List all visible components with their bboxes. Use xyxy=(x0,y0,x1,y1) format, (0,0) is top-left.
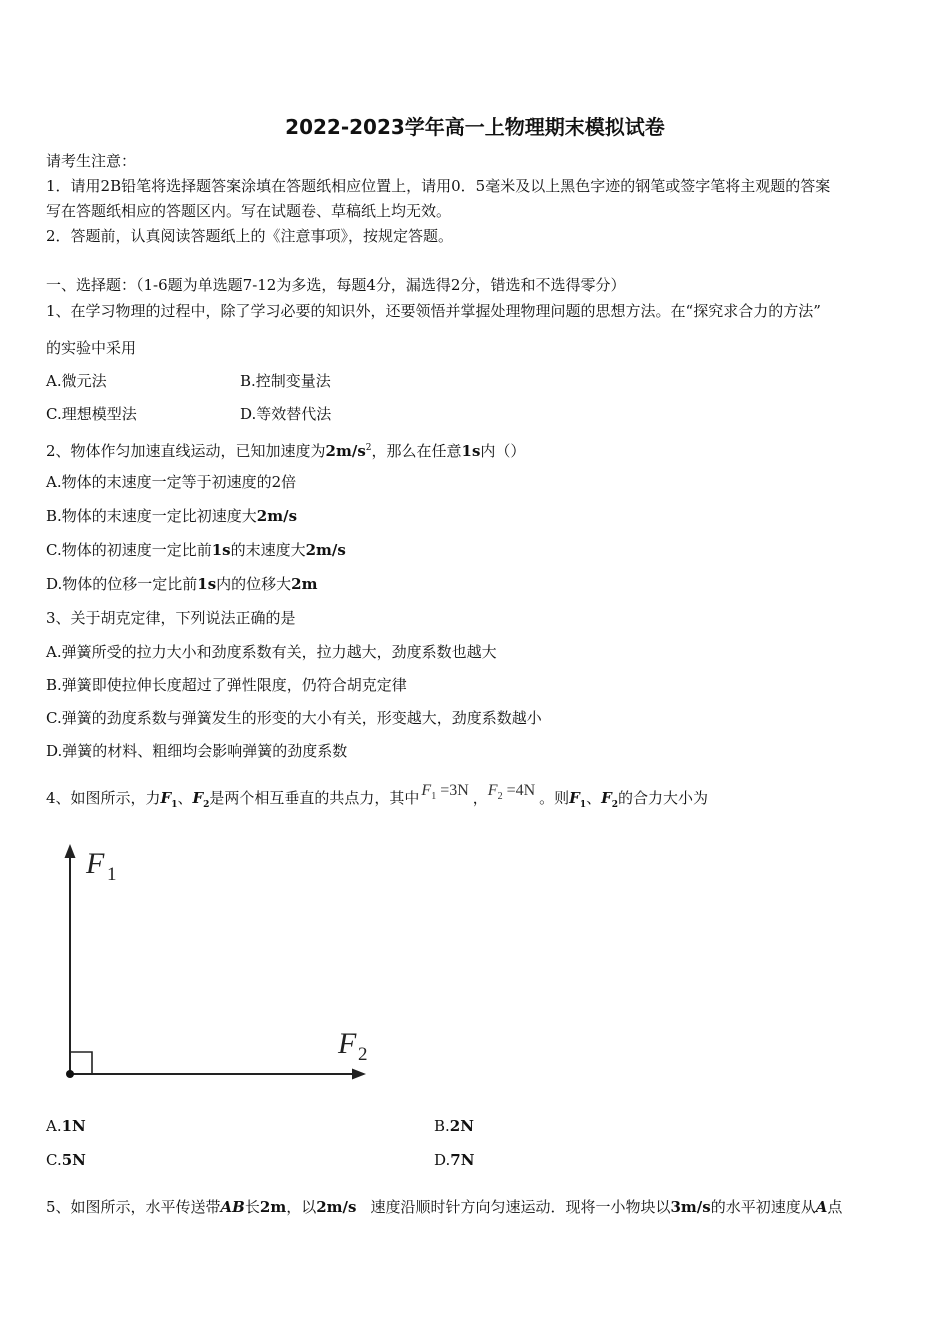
q2-option-d-text: D.物体的位移一定比前 xyxy=(46,575,198,593)
f1-arrowhead xyxy=(65,844,76,858)
f1-label-letter: F xyxy=(86,847,105,880)
q5-part-c: ，以 xyxy=(286,1198,317,1216)
q5-belt-ab: AB xyxy=(220,1198,245,1216)
q5-initial-speed: 3m/s xyxy=(670,1198,711,1216)
q1-option-d: D.等效替代法 xyxy=(240,405,332,423)
q4-f1-sub: 1 xyxy=(171,800,178,810)
q5-stem xyxy=(46,1197,842,1217)
q3-option-b: B.弹簧即使拉伸长度超过了弹性限度，仍符合胡克定律 xyxy=(46,676,407,694)
q2-option-c-time: 1s xyxy=(211,541,231,559)
q4-eq2-sub: 2 xyxy=(497,791,503,803)
q5-belt-speed: 2m/s xyxy=(316,1198,357,1216)
q2-option-d-time: 1s xyxy=(197,575,217,593)
q4-option-b-value: 2N xyxy=(449,1117,474,1135)
notice-heading: 请考生注意： xyxy=(46,152,137,170)
q4-stem xyxy=(46,782,709,817)
notice-item-2: 2．答题前，认真阅读答题纸上的《注意事项》，按规定答题。 xyxy=(46,227,454,245)
q1-option-a: A.微元法 xyxy=(46,372,107,390)
q4-option-c-value: 5N xyxy=(61,1151,86,1169)
q5-part-a: 5、如图所示，水平传送带 xyxy=(46,1198,221,1216)
q4-f2-letter-b: F xyxy=(601,789,612,807)
q4-f1-letter: F xyxy=(160,789,172,807)
q2-option-c-mid: 的末速度大 xyxy=(230,541,306,559)
q4-option-b xyxy=(434,1116,474,1136)
force-diagram xyxy=(52,840,382,1090)
q2-stem-part-a: 2、物体作匀加速直线运动，已知加速度为 xyxy=(46,442,326,460)
q4-eq2-value: =4N xyxy=(506,782,536,799)
right-angle-mark xyxy=(70,1052,92,1074)
q3-option-c: C.弹簧的劲度系数与弹簧发生的形变的大小有关，形变越大，劲度系数越小 xyxy=(46,709,542,727)
q2-option-c xyxy=(46,540,346,560)
q5-length: 2m xyxy=(259,1198,287,1216)
q4-option-c xyxy=(46,1150,86,1170)
notice-item-1-line-1: 1．请用2B铅笔将选择题答案涂填在答题纸相应位置上，请用0．5毫米及以上黑色字迹的钢笔或签字笔将主观题的答案 xyxy=(46,177,831,195)
q3-option-d: D.弹簧的材料、粗细均会影响弹簧的劲度系数 xyxy=(46,742,348,760)
q4-stem-part-c: 。则 xyxy=(539,789,570,807)
force-diagram-svg xyxy=(52,840,382,1090)
q4-option-a xyxy=(46,1116,86,1136)
q4-option-d xyxy=(434,1150,474,1170)
q4-eq1-value: =3N xyxy=(440,782,469,799)
section-1-heading: 一、选择题：（1-6题为单选题7-12为多选，每题4分，漏选得2分，错选和不选得零分） xyxy=(46,276,626,294)
q4-eq1-sub: 1 xyxy=(431,791,437,803)
origin-point xyxy=(66,1070,74,1078)
q2-option-d-value: 2m xyxy=(291,575,318,593)
q4-separator: 、 xyxy=(177,789,193,807)
q4-f1-letter-b: F xyxy=(569,789,580,807)
q2-option-a: A.物体的末速度一定等于初速度的2倍 xyxy=(46,473,297,491)
q2-acceleration: 2m/s xyxy=(325,442,366,460)
q5-point-a: A xyxy=(815,1198,828,1216)
q2-option-c-value: 2m/s xyxy=(305,541,346,559)
q2-acceleration-exponent: 2 xyxy=(365,443,372,453)
q2-stem-part-b: ，那么在任意 xyxy=(371,442,462,460)
q1-stem-line-1: 1、在学习物理的过程中，除了学习必要的知识外，还要领悟并掌握处理物理问题的思想方法。在“探究求合力的方法” xyxy=(46,302,821,320)
q5-part-d: 速度沿顺时针方向匀速运动．现将一小物块以 xyxy=(370,1198,671,1216)
q4-eq1-letter: F xyxy=(421,782,432,799)
q4-stem-part-b: 是两个相互垂直的共点力，其中 xyxy=(209,789,420,807)
q4-equation-f1 xyxy=(421,782,469,803)
q4-option-d-letter: D. xyxy=(434,1151,451,1169)
q4-stem-part-d: 的合力大小为 xyxy=(618,789,709,807)
q4-f2-sub-b: 2 xyxy=(611,800,619,810)
q3-stem: 3、关于胡克定律，下列说法正确的是 xyxy=(46,609,296,627)
q2-option-b-value: 2m/s xyxy=(256,507,298,525)
q1-option-c: C.理想模型法 xyxy=(46,405,137,423)
f2-arrowhead xyxy=(352,1069,366,1080)
q4-stem-part-a: 4、如图所示，力 xyxy=(46,789,161,807)
q1-option-b: B.控制变量法 xyxy=(240,372,331,390)
q2-option-b xyxy=(46,506,297,526)
q2-stem-part-c: 内（） xyxy=(480,442,526,460)
q4-eq2-letter: F xyxy=(487,782,498,799)
q4-f2-sub: 2 xyxy=(203,800,210,810)
q4-option-b-letter: B. xyxy=(434,1117,450,1135)
q4-comma: ， xyxy=(472,789,488,807)
f2-label-subscript: 2 xyxy=(358,1044,368,1065)
page-title: 2022-2023学年高一上物理期末模拟试卷 xyxy=(285,115,665,139)
q4-f1-sub-b: 1 xyxy=(579,800,587,810)
q1-stem-line-2: 的实验中采用 xyxy=(46,339,137,357)
q4-option-c-letter: C. xyxy=(46,1151,62,1169)
q4-option-a-letter: A. xyxy=(46,1117,62,1135)
notice-item-1-line-2: 写在答题纸相应的答题区内。写在试题卷、草稿纸上均无效。 xyxy=(46,202,452,220)
q4-f2-letter: F xyxy=(192,789,204,807)
q4-option-d-value: 7N xyxy=(450,1151,475,1169)
f2-label-letter: F xyxy=(338,1027,357,1060)
q2-stem xyxy=(46,438,525,461)
q5-part-f: 点 xyxy=(827,1198,843,1216)
q2-option-d xyxy=(46,574,317,594)
q4-equation-f2 xyxy=(487,782,536,803)
q4-option-a-value: 1N xyxy=(61,1117,86,1135)
q3-option-a: A.弹簧所受的拉力大小和劲度系数有关，拉力越大，劲度系数也越大 xyxy=(46,643,497,661)
q2-option-b-text: B.物体的末速度一定比初速度大 xyxy=(46,507,257,525)
q5-part-b: 长 xyxy=(244,1198,260,1216)
q2-option-c-text: C.物体的初速度一定比前 xyxy=(46,541,212,559)
q5-part-e: 的水平初速度从 xyxy=(710,1198,816,1216)
q4-separator-b: 、 xyxy=(586,789,602,807)
q2-time: 1s xyxy=(461,442,481,460)
f1-label-subscript: 1 xyxy=(107,864,117,885)
q2-option-d-mid: 内的位移大 xyxy=(216,575,292,593)
